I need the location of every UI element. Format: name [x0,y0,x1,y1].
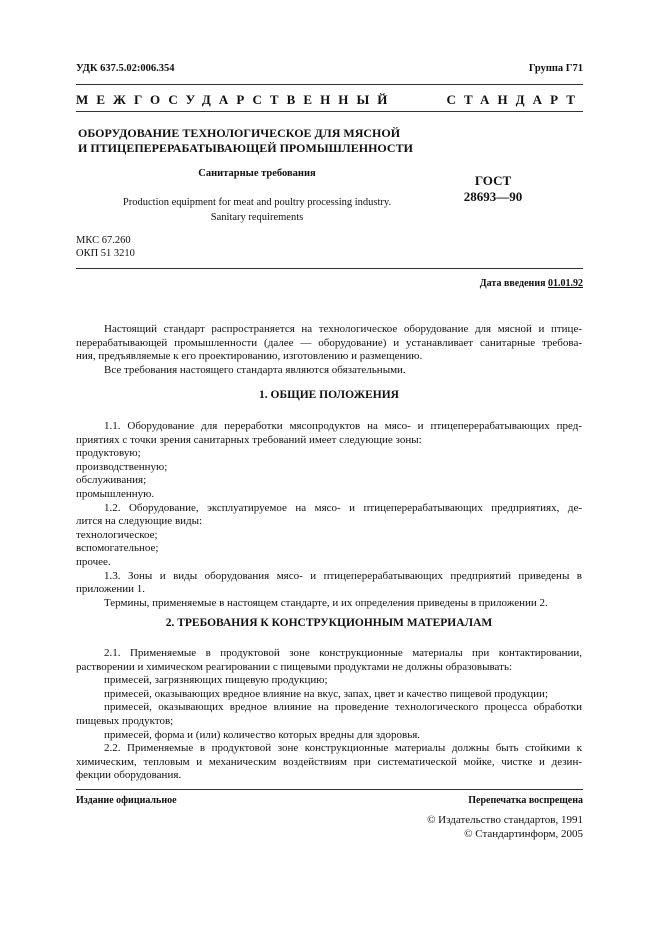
banner-rule [76,111,583,112]
zone-item: промышленную. [76,487,155,500]
standard-banner: МЕЖГОСУДАРСТВЕННЫЙ СТАНДАРТ [76,92,583,107]
title-rule [76,268,583,269]
introduction-date: Дата введения 01.01.92 [479,278,583,289]
udk-code: УДК 637.5.02:006.354 [76,63,175,74]
mks-code: МКС 67.260 [76,235,131,246]
section-1-body: 1.1. Оборудование для переработки мясопродуктов на мясо- и птицеперерабатывающих пред- приятиях с точки зрения санитарных требований имеет следующие зоны: продуктовую; производственную; обслуживания; промышленную. 1.2. Оборудование, эксплуатируемое на мясо- и птицеперерабатывающих предприятиях, де- лится на следующие виды: технологическое; вспомогательное; прочее. 1.3. Зоны и виды оборудования мясо- и птицеперерабатывающих предприятий приведены в приложении 1. Термины, применяемые в настоящем стандарте, и их определения приведены в приложении 2. [76,420,582,609]
copyright-line: © Стандартинформ, 2005 [464,827,583,840]
document-title: ОБОРУДОВАНИЕ ТЕХНОЛОГИЧЕСКОЕ ДЛЯ МЯСНОЙ И ПТИЦЕПЕРЕРАБАТЫВАЮЩЕЙ ПРОМЫШЛЕННОСТИ [78,126,413,155]
copyright [427,814,583,841]
section-2-body: 2.1. Применяемые в продуктовой зоне конструкционные материалы при контактировании, растворении и химическом реагировании с пищевыми продуктами не должны образовывать: примесей, загрязняющих пищевую продукцию; примесей, оказывающих вредное влияние на вкус, запах, цвет и качество пищевой продукции; примесей, оказывающих вредное влияние на проведение технологического процесса обработки пищевых продуктов; примесей, форма и (или) количество которых вредны для здоровья. 2.2. Применяемые в продуктовой зоне конструкционные материалы должны быть стойкими к химическим, тепловым и механическим воздействиям при систематической мойке, чистке и дезин- фекции оборудования. [76,647,582,782]
section-2-heading: 2. ТРЕБОВАНИЯ К КОНСТРУКЦИОННЫМ МАТЕРИАЛАМ [165,617,493,629]
type-item: прочее. [76,555,111,568]
document-subtitle: Санитарные требования [198,168,316,179]
zone-item: продуктовую; [76,447,141,460]
official-edition: Издание официальное [76,795,177,806]
copyright-line: © Издательство стандартов, 1991 [427,814,583,826]
english-title: Production equipment for meat and poultry processing industry. Sanitary requirements [122,197,392,223]
group-code: Группа Г71 [528,63,583,74]
footer-rule [76,789,583,790]
gost-number: 28693—90 [463,189,523,204]
zone-item: обслуживания; [76,474,147,487]
top-rule [76,84,583,85]
intro-paragraph: Настоящий стандарт распространяется на технологическое оборудование для мясной и птице- перерабатывающей промышленности (далее — оборудование) и устанавливает санитарные требова- ния, предъявляемые к его проектированию, изготовлению и размещению. Все требования настоящего стандарта являются обязательными. [76,323,582,376]
type-item: технологическое; [76,528,158,541]
gost-designation [452,173,534,205]
zone-item: производственную; [76,460,168,473]
section-1-heading: 1. ОБЩИЕ ПОЛОЖЕНИЯ [259,389,399,401]
okp-code: ОКП 51 3210 [76,248,135,259]
type-item: вспомогательное; [76,542,159,555]
introduction-date-value: 01.01.92 [548,278,583,289]
reprint-notice: Перепечатка воспрещена [468,795,583,806]
gost-label: ГОСТ [474,173,512,188]
classification-codes [76,234,135,260]
